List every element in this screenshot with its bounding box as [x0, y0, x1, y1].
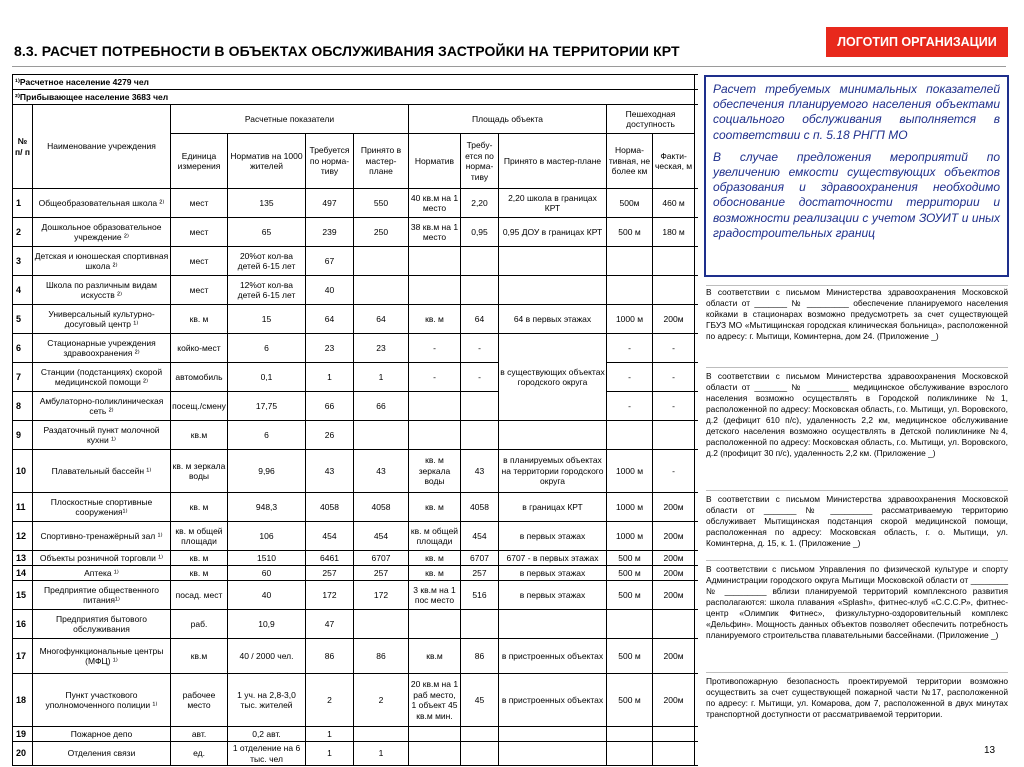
area-required-cell: -: [461, 363, 499, 392]
walk-fact-cell: 180 м: [653, 218, 695, 247]
walk-fact-cell: [653, 727, 695, 742]
population-estimated: ¹⁾Расчетное население 4279 чел: [13, 75, 695, 90]
walk-norm-cell: [607, 742, 653, 766]
walk-fact-cell: 460 м: [653, 189, 695, 218]
header-walk-fact: Факти-ческая, м: [653, 134, 695, 189]
unit-cell: кв. м: [171, 551, 228, 566]
table-row: [13, 218, 699, 247]
area-accepted-cell: в первых этажах: [499, 581, 607, 610]
header-norm1000: Норматив на 1000 жителей: [228, 134, 306, 189]
area-accepted-cell: 64 в первых этажах: [499, 305, 607, 334]
note-polyclinic: В соответствии с письмом Министерства здравоохранения Московской области от _______ № _________ медицинское обслуживание взрослого населения возможно осуществлять в Городской поликлинике №1, расположенной по адресу: Московская область, г.о. Мытищи, ул. Воровского, д.2 (дефицит 610 п/с), удаленность 2,2 км, медицинское обслуживание детского населения возможно осуществлять в Детской поликлинике №4, расположенной по адресу: Московская область, г.о. Мытищи, ул. Воровского, д.2 (профицит 30 п/с), удаленность 2,2 км. (Приложение _): [706, 371, 1008, 458]
row-number: 6: [13, 334, 33, 363]
row-number: 4: [13, 276, 33, 305]
spacer-cell: [695, 522, 698, 551]
area-required-cell: 0,95: [461, 218, 499, 247]
header-area-accepted: Принято в мастер-плане: [499, 134, 607, 189]
accepted-cell: 64: [354, 305, 409, 334]
row-number: 8: [13, 392, 33, 421]
area-norm-cell: кв. м зеркала воды: [409, 450, 461, 493]
walk-fact-cell: -: [653, 334, 695, 363]
table-row: [13, 276, 699, 305]
norm-per-1000-cell: 65: [228, 218, 306, 247]
norm-per-1000-cell: 20%от кол-ва детей 6-15 лет: [228, 247, 306, 276]
table-row: [13, 450, 699, 493]
row-number: 13: [13, 551, 33, 566]
accepted-cell: 23: [354, 334, 409, 363]
row-number: 17: [13, 639, 33, 674]
unit-cell: кв. м: [171, 493, 228, 522]
facility-name: Станции (подстанциях) скорой медицинской помощи ²⁾: [33, 363, 171, 392]
required-cell: 40: [306, 276, 354, 305]
area-accepted-cell: [499, 610, 607, 639]
row-number: 3: [13, 247, 33, 276]
facility-name: Предприятие общественного питания¹⁾: [33, 581, 171, 610]
required-cell: 2: [306, 674, 354, 727]
walk-fact-cell: [653, 421, 695, 450]
area-required-cell: [461, 742, 499, 766]
area-accepted-cell: [499, 247, 607, 276]
required-cell: 66: [306, 392, 354, 421]
area-accepted-cell: в границах КРТ: [499, 493, 607, 522]
accepted-cell: 1: [354, 363, 409, 392]
area-required-cell: 257: [461, 566, 499, 581]
facility-name: Школа по различным видам искусств ²⁾: [33, 276, 171, 305]
row-number: 9: [13, 421, 33, 450]
header-name: Наименование учреждения: [33, 105, 171, 189]
area-accepted-cell: [499, 421, 607, 450]
accepted-cell: 1: [354, 742, 409, 766]
area-norm-cell: [409, 742, 461, 766]
accepted-cell: 4058: [354, 493, 409, 522]
area-accepted-merged-cell: в существующих объектах городского округа: [499, 334, 607, 421]
walk-norm-cell: 1000 м: [607, 305, 653, 334]
spacer-cell: [695, 276, 698, 305]
spacer-cell: [695, 610, 698, 639]
page-title: 8.3. РАСЧЕТ ПОТРЕБНОСТИ В ОБЪЕКТАХ ОБСЛУЖИВАНИЯ ЗАСТРОЙКИ НА ТЕРРИТОРИИ КРТ: [14, 43, 680, 59]
area-norm-cell: [409, 610, 461, 639]
header-walk-norm: Норма-тивная, не более км: [607, 134, 653, 189]
walk-norm-cell: 500 м: [607, 566, 653, 581]
walk-norm-cell: [607, 610, 653, 639]
area-required-cell: [461, 392, 499, 421]
divider: [706, 560, 1008, 561]
walk-fact-cell: 200м: [653, 566, 695, 581]
accepted-cell: 6707: [354, 551, 409, 566]
walk-norm-cell: [607, 421, 653, 450]
norm-per-1000-cell: 10,9: [228, 610, 306, 639]
area-required-cell: [461, 276, 499, 305]
population-arriving: ²⁾Прибывающее население 3683 чел: [13, 90, 695, 105]
table-row: [13, 493, 699, 522]
table-row: [13, 421, 699, 450]
table-row: [13, 727, 699, 742]
area-required-cell: 64: [461, 305, 499, 334]
area-required-cell: [461, 421, 499, 450]
header-area: Площадь объекта: [409, 105, 607, 134]
unit-cell: ед.: [171, 742, 228, 766]
area-required-cell: -: [461, 334, 499, 363]
row-number: 19: [13, 727, 33, 742]
page-number: 13: [984, 745, 996, 756]
norm-per-1000-cell: 1 отделение на 6 тыс. чел: [228, 742, 306, 766]
accepted-cell: 86: [354, 639, 409, 674]
walk-fact-cell: 200м: [653, 522, 695, 551]
facility-name: Многофункциональные центры (МФЦ) ¹⁾: [33, 639, 171, 674]
divider: [706, 490, 1008, 491]
walk-norm-cell: [607, 727, 653, 742]
area-norm-cell: [409, 727, 461, 742]
divider: [706, 367, 1008, 368]
table-row: [13, 566, 699, 581]
norm-per-1000-cell: 6: [228, 334, 306, 363]
required-cell: 239: [306, 218, 354, 247]
required-cell: 497: [306, 189, 354, 218]
norm-per-1000-cell: 135: [228, 189, 306, 218]
area-norm-cell: [409, 247, 461, 276]
table-row: [13, 674, 699, 727]
facility-name: Стационарные учреждения здравоохранения ²⁾: [33, 334, 171, 363]
unit-cell: мест: [171, 218, 228, 247]
requirements-callout: [704, 75, 1009, 277]
divider: [706, 285, 1008, 286]
spacer-cell: [695, 742, 698, 766]
walk-norm-cell: -: [607, 392, 653, 421]
facility-name: Плоскостные спортивные сооружения¹⁾: [33, 493, 171, 522]
spacer-cell: [695, 639, 698, 674]
area-norm-cell: 38 кв.м на 1 место: [409, 218, 461, 247]
walk-fact-cell: [653, 610, 695, 639]
area-accepted-cell: в планируемых объектах на территории городского округа: [499, 450, 607, 493]
walk-fact-cell: 200м: [653, 305, 695, 334]
facility-name: Раздаточный пункт молочной кухни ¹⁾: [33, 421, 171, 450]
organization-logo-placeholder: ЛОГОТИП ОРГАНИЗАЦИИ: [826, 27, 1008, 57]
walk-fact-cell: 200м: [653, 493, 695, 522]
spacer-cell: [695, 450, 698, 493]
facility-name: Предприятия бытового обслуживания: [33, 610, 171, 639]
area-required-cell: 516: [461, 581, 499, 610]
area-norm-cell: кв. м общей площади: [409, 522, 461, 551]
divider: [706, 672, 1008, 673]
walk-norm-cell: 500м: [607, 189, 653, 218]
row-number: 14: [13, 566, 33, 581]
row-number: 12: [13, 522, 33, 551]
norm-per-1000-cell: 15: [228, 305, 306, 334]
unit-cell: раб.: [171, 610, 228, 639]
walk-fact-cell: -: [653, 363, 695, 392]
area-required-cell: 4058: [461, 493, 499, 522]
required-cell: 1: [306, 742, 354, 766]
required-cell: 47: [306, 610, 354, 639]
area-norm-cell: 40 кв.м на 1 место: [409, 189, 461, 218]
area-required-cell: 454: [461, 522, 499, 551]
accepted-cell: 257: [354, 566, 409, 581]
note-fire: Противопожарную безопасность проектируемой территории возможно осуществить за счет существующей пожарной части №17, расположенной по адресу: г. Мытищи, ул. Комарова, дом 7, расположенной в двух минутах транспортной доступности от рассматриваемой территории.: [706, 676, 1008, 719]
accepted-cell: [354, 610, 409, 639]
service-needs-table-wrap: [12, 74, 698, 767]
norm-per-1000-cell: 40: [228, 581, 306, 610]
area-accepted-cell: [499, 727, 607, 742]
spacer-cell: [695, 305, 698, 334]
norm-per-1000-cell: 6: [228, 421, 306, 450]
norm-per-1000-cell: 1 уч. на 2,8-3,0 тыс. жителей: [228, 674, 306, 727]
row-number: 18: [13, 674, 33, 727]
area-norm-cell: 20 кв.м на 1 раб место, 1 объект 45 кв.м мин.: [409, 674, 461, 727]
walk-norm-cell: 500 м: [607, 218, 653, 247]
walk-fact-cell: [653, 742, 695, 766]
service-needs-table: [12, 74, 698, 766]
facility-name: Пожарное депо: [33, 727, 171, 742]
unit-cell: кв.м: [171, 421, 228, 450]
table-row: [13, 305, 699, 334]
unit-cell: кв. м: [171, 566, 228, 581]
area-required-cell: [461, 727, 499, 742]
spacer-cell: [695, 581, 698, 610]
accepted-cell: 250: [354, 218, 409, 247]
area-norm-cell: кв. м: [409, 566, 461, 581]
unit-cell: кв. м: [171, 305, 228, 334]
row-number: 10: [13, 450, 33, 493]
required-cell: 1: [306, 727, 354, 742]
area-norm-cell: [409, 276, 461, 305]
spacer-cell: [695, 363, 698, 392]
norm-per-1000-cell: 17,75: [228, 392, 306, 421]
area-required-cell: 45: [461, 674, 499, 727]
area-accepted-cell: [499, 742, 607, 766]
spacer-cell: [695, 551, 698, 566]
header-row: [13, 105, 699, 134]
note-ambulance: В соответствии с письмом Министерства здравоохранения Московской области от _______ № _________ рассматриваемую территорию обслуживает Мытищинская подстанция скорой медицинской помощи, расположенная по адресу: Московская область, г. о. Мытищи, ул. Коминтерна, д. 15, к. 1. (Приложение _): [706, 494, 1008, 548]
required-cell: 64: [306, 305, 354, 334]
required-cell: 454: [306, 522, 354, 551]
unit-cell: мест: [171, 276, 228, 305]
unit-cell: кв.м: [171, 639, 228, 674]
area-required-cell: 43: [461, 450, 499, 493]
table-row: [13, 742, 699, 766]
required-cell: 1: [306, 363, 354, 392]
table-row: [13, 610, 699, 639]
spacer-cell: [695, 674, 698, 727]
norm-per-1000-cell: 106: [228, 522, 306, 551]
spacer-cell: [695, 247, 698, 276]
walk-norm-cell: [607, 247, 653, 276]
unit-cell: рабочее место: [171, 674, 228, 727]
norm-per-1000-cell: 1510: [228, 551, 306, 566]
header-unit: Единица измерения: [171, 134, 228, 189]
area-accepted-cell: в первых этажах: [499, 566, 607, 581]
walk-fact-cell: 200м: [653, 674, 695, 727]
spacer-cell: [695, 392, 698, 421]
required-cell: 257: [306, 566, 354, 581]
table-row: [13, 189, 699, 218]
accepted-cell: 454: [354, 522, 409, 551]
facility-name: Амбулаторно-поликлиническая сеть ²⁾: [33, 392, 171, 421]
walk-norm-cell: -: [607, 363, 653, 392]
norm-per-1000-cell: 0,1: [228, 363, 306, 392]
required-cell: 6461: [306, 551, 354, 566]
unit-cell: кв. м общей площади: [171, 522, 228, 551]
walk-norm-cell: 500 м: [607, 551, 653, 566]
accepted-cell: [354, 727, 409, 742]
required-cell: 4058: [306, 493, 354, 522]
table-row: [13, 581, 699, 610]
unit-cell: мест: [171, 189, 228, 218]
facility-name: Общеобразовательная школа ²⁾: [33, 189, 171, 218]
accepted-cell: 43: [354, 450, 409, 493]
area-accepted-cell: [499, 276, 607, 305]
spacer-cell: [695, 218, 698, 247]
row-number: 7: [13, 363, 33, 392]
unit-cell: посещ./смену: [171, 392, 228, 421]
header-calc: Расчетные показатели: [171, 105, 409, 134]
walk-norm-cell: 500 м: [607, 581, 653, 610]
table-row: [13, 551, 699, 566]
area-accepted-cell: в пристроенных объектах: [499, 674, 607, 727]
norm-per-1000-cell: 0,2 авт.: [228, 727, 306, 742]
area-accepted-cell: 0,95 ДОУ в границах КРТ: [499, 218, 607, 247]
row-number: 15: [13, 581, 33, 610]
area-norm-cell: -: [409, 363, 461, 392]
area-accepted-cell: в пристроенных объектах: [499, 639, 607, 674]
facility-name: Аптека ¹⁾: [33, 566, 171, 581]
walk-fact-cell: [653, 247, 695, 276]
facility-name: Универсальный культурно-досуговый центр ¹⁾: [33, 305, 171, 334]
accepted-cell: [354, 276, 409, 305]
walk-fact-cell: 200м: [653, 581, 695, 610]
unit-cell: кв. м зеркала воды: [171, 450, 228, 493]
spacer-cell: [695, 566, 698, 581]
required-cell: 172: [306, 581, 354, 610]
walk-fact-cell: -: [653, 392, 695, 421]
area-norm-cell: кв.м: [409, 639, 461, 674]
spacer-cell: [695, 421, 698, 450]
area-required-cell: 6707: [461, 551, 499, 566]
table-row: [13, 639, 699, 674]
population-row: [13, 90, 699, 105]
unit-cell: автомобиль: [171, 363, 228, 392]
table-row: [13, 522, 699, 551]
area-accepted-cell: в первых этажах: [499, 522, 607, 551]
unit-cell: авт.: [171, 727, 228, 742]
walk-fact-cell: 200м: [653, 551, 695, 566]
accepted-cell: [354, 247, 409, 276]
walk-norm-cell: 1000 м: [607, 493, 653, 522]
walk-norm-cell: -: [607, 334, 653, 363]
required-cell: 43: [306, 450, 354, 493]
facility-name: Спортивно-тренажёрный зал ¹⁾: [33, 522, 171, 551]
area-norm-cell: кв. м: [409, 493, 461, 522]
facility-name: Дошкольное образовательное учреждение ²⁾: [33, 218, 171, 247]
header-area-norm: Норматив: [409, 134, 461, 189]
norm-per-1000-cell: 9,96: [228, 450, 306, 493]
unit-cell: койко-мест: [171, 334, 228, 363]
row-number: 11: [13, 493, 33, 522]
header-walk: Пешеходная доступность: [607, 105, 695, 134]
area-norm-cell: [409, 421, 461, 450]
accepted-cell: 172: [354, 581, 409, 610]
accepted-cell: 2: [354, 674, 409, 727]
callout-paragraph: Расчет требуемых минимальных показателей обеспечения планируемого населения объектами социального обслуживания выполняется в соответствии с п. 5.18 РНГП МО: [713, 82, 1000, 142]
walk-norm-cell: 500 м: [607, 639, 653, 674]
spacer-cell: [695, 727, 698, 742]
facility-name: Отделения связи: [33, 742, 171, 766]
area-accepted-cell: 6707 - в первых этажах: [499, 551, 607, 566]
header-accepted: Принято в мастер-плане: [354, 134, 409, 189]
accepted-cell: [354, 421, 409, 450]
area-required-cell: [461, 247, 499, 276]
note-sport: В соответствии с письмом Управления по физической культуре и спорту Администрации городского округа Мытищи Московской области от ________ № _________ вблизи планируемой территорий комплексного развития располагаются: школа плавания «Splash», фитнес-клуб «С.С.С.Р», фитнес-центр «Олимпик Фитнес», физкультурно-оздоровительный комплекс «Дельфин». Мощность данных объектов позволяет обеспечить потребность планируемого строительства плавательными бассейнами. (Приложение _): [706, 564, 1008, 640]
area-required-cell: [461, 610, 499, 639]
required-cell: 67: [306, 247, 354, 276]
area-accepted-cell: 2,20 школа в границах КРТ: [499, 189, 607, 218]
accepted-cell: 550: [354, 189, 409, 218]
table-row: [13, 334, 699, 363]
row-number: 2: [13, 218, 33, 247]
norm-per-1000-cell: 948,3: [228, 493, 306, 522]
unit-cell: посад. мест: [171, 581, 228, 610]
walk-norm-cell: 500 м: [607, 674, 653, 727]
facility-name: Объекты розничной торговли ¹⁾: [33, 551, 171, 566]
spacer-cell: [695, 493, 698, 522]
walk-fact-cell: 200м: [653, 639, 695, 674]
header-area-required: Требу-ется по норма-тиву: [461, 134, 499, 189]
note-hospital: В соответствии с письмом Министерства здравоохранения Московской области от _______ № _________ обеспечение планируемого населения койками в стационарах возможно предусмотреть за счет существующей ГБУЗ МО «Мытищинская городская клиническая больница», расположенной по адресу: г. Мытищи, Коминтерна, дом 24. (Приложение _): [706, 287, 1008, 341]
norm-per-1000-cell: 60: [228, 566, 306, 581]
callout-paragraph: В случае предложения мероприятий по увеличению емкости существующих объектов образования и здравоохранения необходимо обоснование достаточности территории и возможности реализации с учетом ЗОУИТ и иных градостроительных границ: [713, 149, 1000, 240]
row-number: 20: [13, 742, 33, 766]
area-norm-cell: кв. м: [409, 551, 461, 566]
unit-cell: мест: [171, 247, 228, 276]
walk-norm-cell: 1000 м: [607, 522, 653, 551]
norm-per-1000-cell: 12%от кол-ва детей 6-15 лет: [228, 276, 306, 305]
table-row: [13, 247, 699, 276]
required-cell: 26: [306, 421, 354, 450]
area-required-cell: 2,20: [461, 189, 499, 218]
required-cell: 86: [306, 639, 354, 674]
spacer-cell: [695, 334, 698, 363]
area-norm-cell: -: [409, 334, 461, 363]
norm-per-1000-cell: 40 / 2000 чел.: [228, 639, 306, 674]
header-num: № п/ п: [13, 105, 33, 189]
walk-fact-cell: [653, 276, 695, 305]
area-norm-cell: 3 кв.м на 1 пос место: [409, 581, 461, 610]
walk-norm-cell: [607, 276, 653, 305]
area-norm-cell: кв. м: [409, 305, 461, 334]
title-divider: [12, 66, 1006, 67]
accepted-cell: 66: [354, 392, 409, 421]
facility-name: Детская и юношеская спортивная школа ²⁾: [33, 247, 171, 276]
row-number: 16: [13, 610, 33, 639]
facility-name: Пункт участкового уполномоченного полиции ¹⁾: [33, 674, 171, 727]
walk-norm-cell: 1000 м: [607, 450, 653, 493]
row-number: 5: [13, 305, 33, 334]
header-required: Требуется по норма-тиву: [306, 134, 354, 189]
population-row: [13, 75, 699, 90]
required-cell: 23: [306, 334, 354, 363]
area-norm-cell: [409, 392, 461, 421]
walk-fact-cell: -: [653, 450, 695, 493]
row-number: 1: [13, 189, 33, 218]
spacer-cell: [695, 189, 698, 218]
area-required-cell: 86: [461, 639, 499, 674]
facility-name: Плавательный бассейн ¹⁾: [33, 450, 171, 493]
